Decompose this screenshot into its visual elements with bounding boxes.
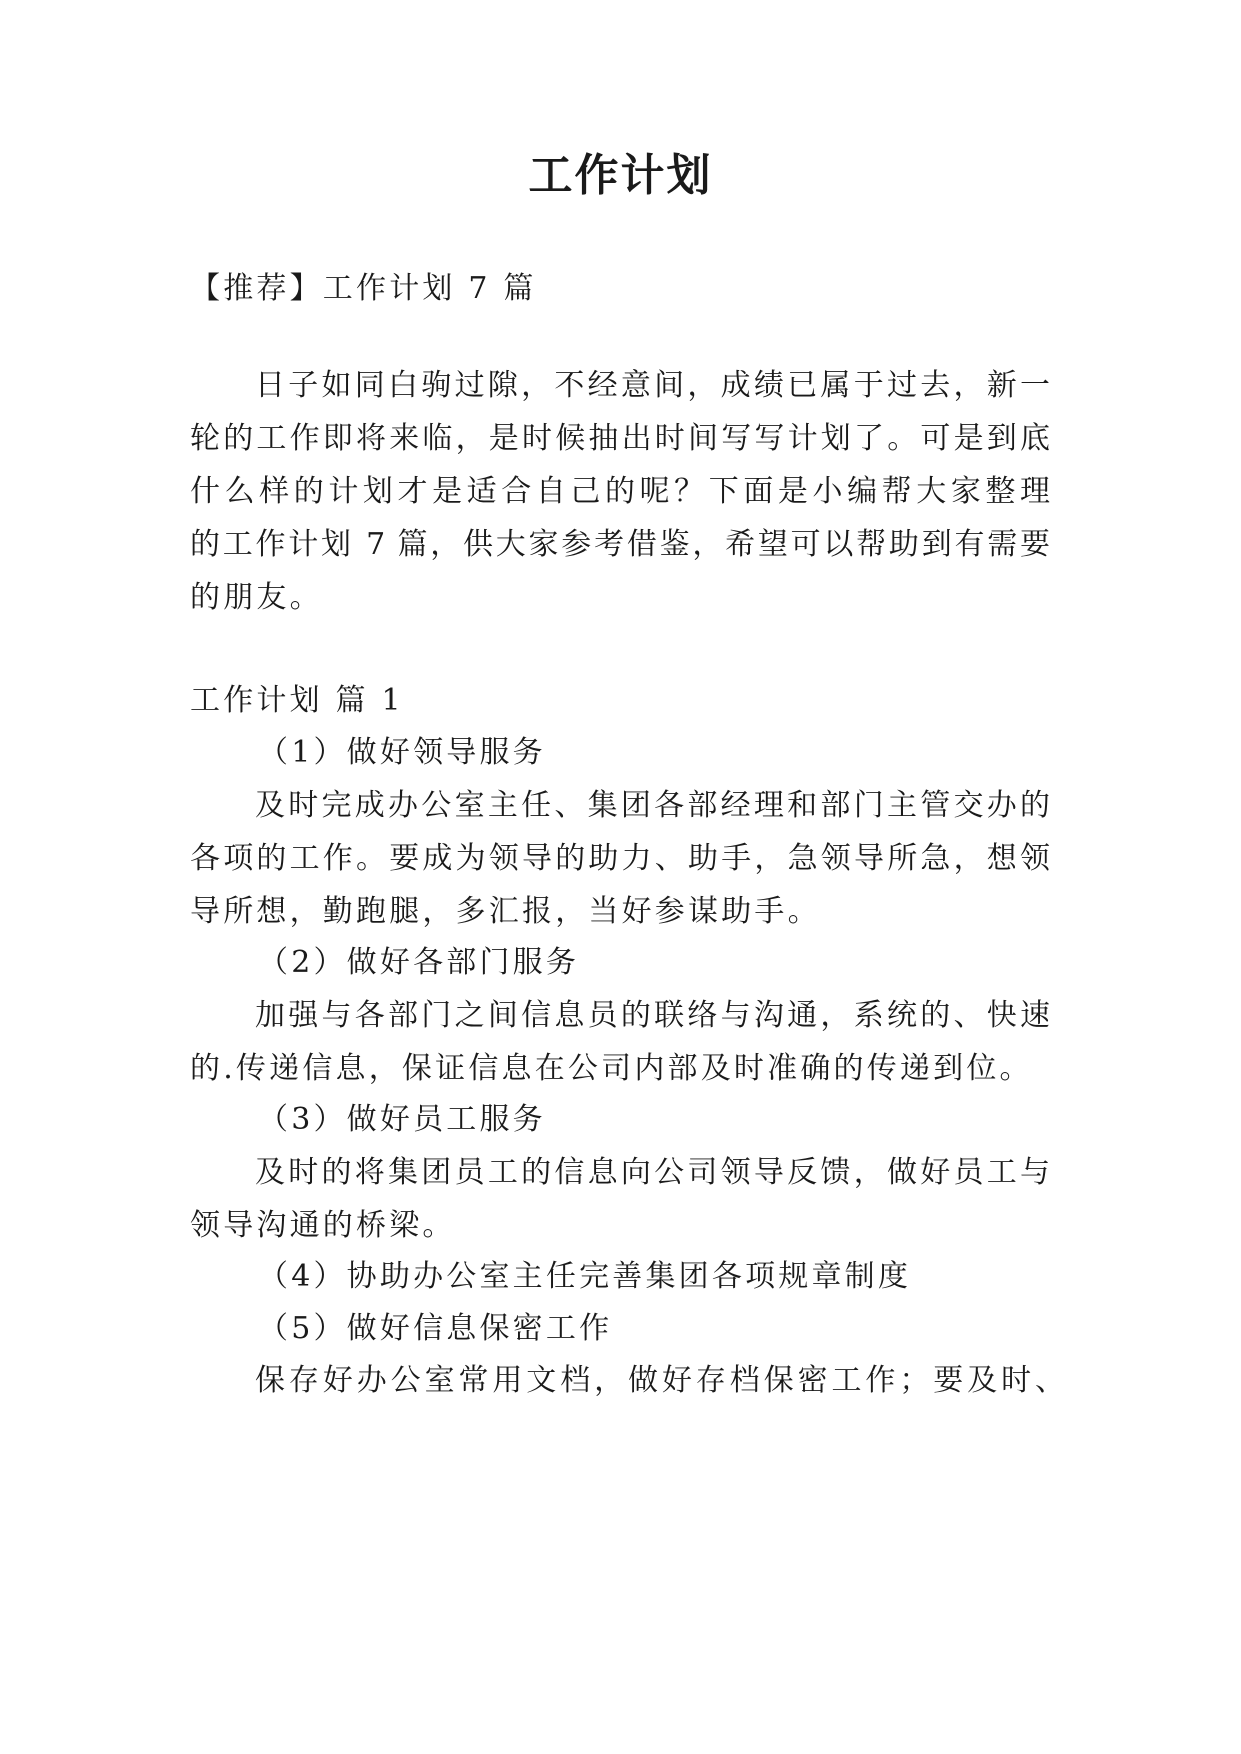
intro-line: 日子如同白驹过隙，不经意间，成绩已属于过去，新一 (255, 368, 1050, 403)
item-heading: （4）协助办公室主任完善集团各项规章制度 (258, 1259, 912, 1294)
paragraph-line: 及时完成办公室主任、集团各部经理和部门主管交办的 (255, 788, 1050, 823)
paragraph-line: 加强与各部门之间信息员的联络与沟通，系统的、快速 (255, 998, 1050, 1033)
paragraph-line: 及时的将集团员工的信息向公司领导反馈，做好员工与 (255, 1155, 1050, 1190)
intro-line: 什么样的计划才是适合自己的呢？下面是小编帮大家整理 (190, 474, 1050, 509)
item-heading: （3）做好员工服务 (258, 1102, 546, 1137)
intro-line: 轮的工作即将来临，是时候抽出时间写写计划了。可是到底 (190, 421, 1050, 456)
paragraph-line: 导所想，勤跑腿，多汇报，当好参谋助手。 (190, 894, 821, 929)
paragraph-line: 保存好办公室常用文档，做好存档保密工作；要及时、 (255, 1363, 1065, 1398)
intro-line: 的工作计划 7 篇，供大家参考借鉴，希望可以帮助到有需要 (190, 527, 1050, 562)
paragraph-line: 领导沟通的桥梁。 (190, 1208, 456, 1243)
paragraph-line: 的.传递信息，保证信息在公司内部及时准确的传递到位。 (190, 1051, 1033, 1086)
document-title: 工作计划 (528, 150, 713, 201)
intro-line: 的朋友。 (190, 580, 323, 615)
item-heading: （5）做好信息保密工作 (258, 1311, 613, 1346)
section-heading: 工作计划 篇 1 (190, 683, 404, 718)
document-subtitle: 【推荐】工作计划 7 篇 (190, 271, 537, 306)
item-heading: （1）做好领导服务 (258, 735, 546, 770)
item-heading: （2）做好各部门服务 (258, 945, 580, 980)
paragraph-line: 各项的工作。要成为领导的助力、助手，急领导所急，想领 (190, 841, 1050, 876)
